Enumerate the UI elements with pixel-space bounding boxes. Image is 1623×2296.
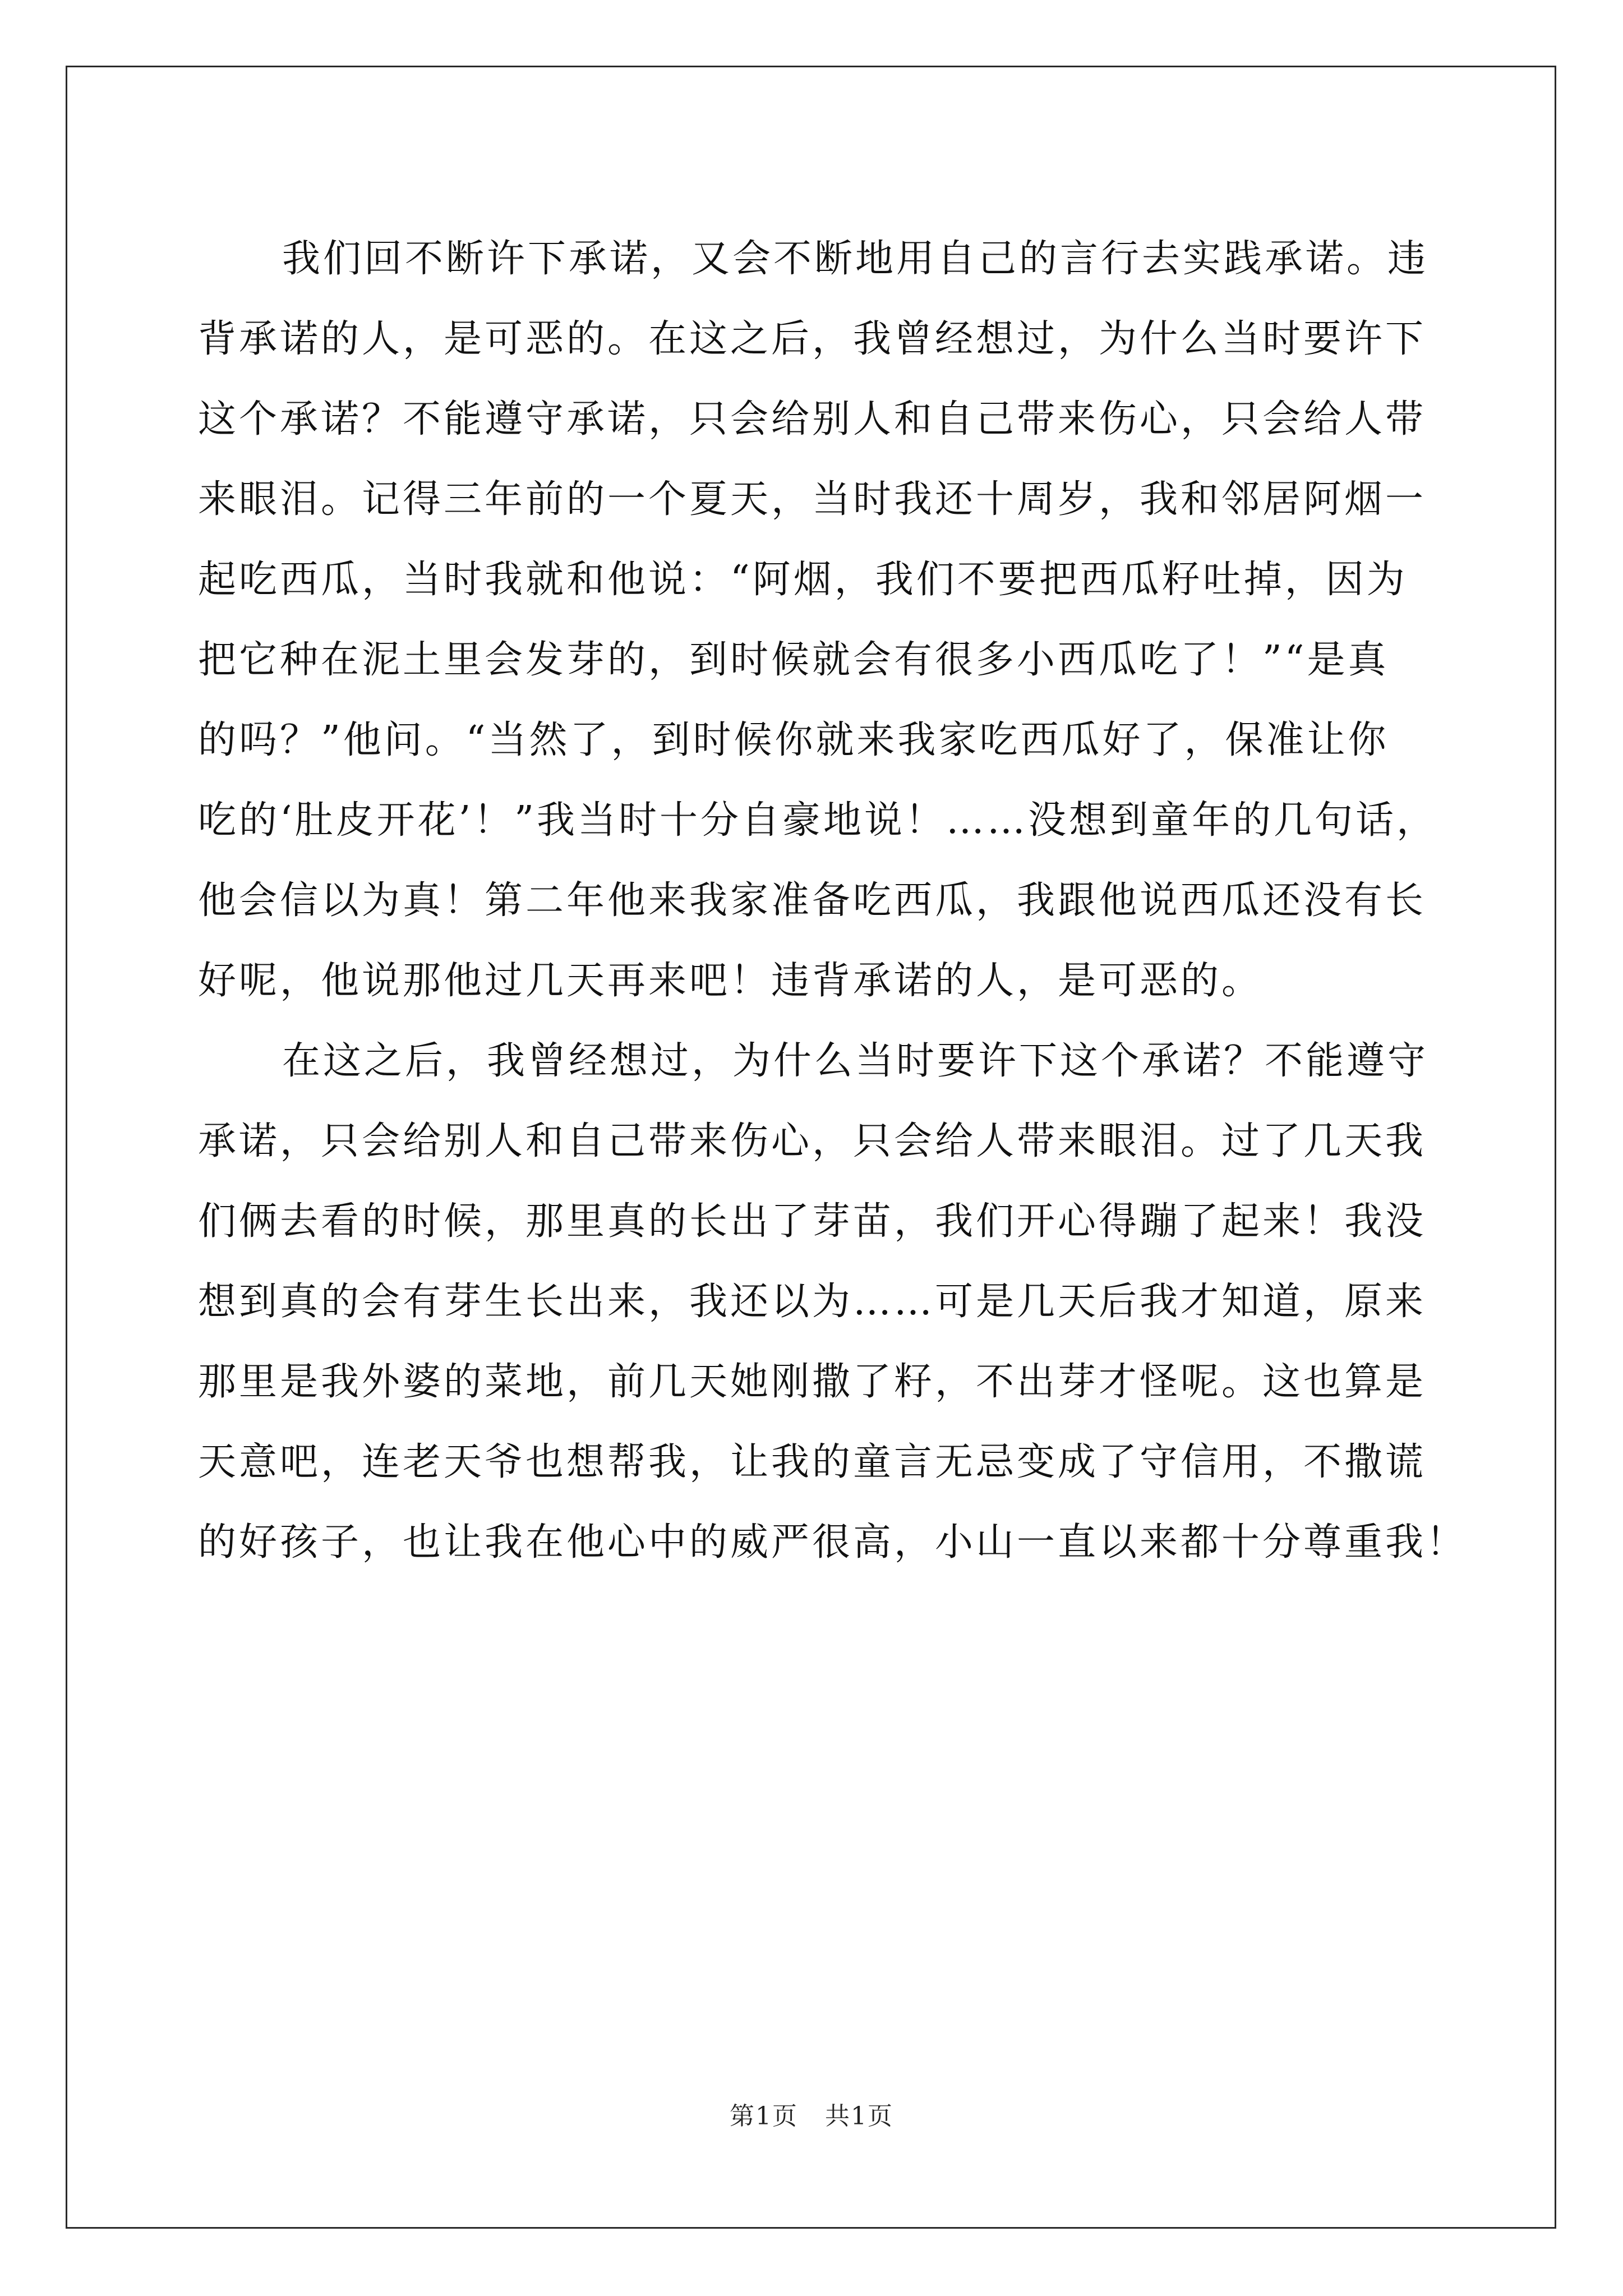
text-line: 的好孩子，也让我在他心中的威严很高，小山一直以来都十分尊重我！: [198, 1520, 1468, 1565]
text-line: 在这之后，我曾经想过，为什么当时要许下这个承诺？不能遵守: [282, 1039, 1429, 1083]
page-total: 共1页: [825, 2102, 893, 2131]
text-line: 们俩去看的时候，那里真的长出了芽苗，我们开心得蹦了起来！我没: [198, 1199, 1427, 1244]
text-line: 好呢，他说那他过几天再来吧！违背承诺的人，是可恶的。: [198, 959, 1263, 1003]
paragraph-1: [198, 219, 1437, 1021]
text-line: 背承诺的人，是可恶的。在这之后，我曾经想过，为什么当时要许下: [198, 317, 1427, 361]
text-line: 承诺，只会给别人和自己带来伤心，只会给人带来眼泪。过了几天我: [198, 1119, 1427, 1163]
text-line: 我们回不断许下承诺，又会不断地用自己的言行去实践承诺。违: [282, 237, 1429, 281]
text-line: 把它种在泥土里会发芽的，到时候就会有很多小西瓜吃了！”“是真: [198, 638, 1389, 682]
text-line: 起吃西瓜，当时我就和他说：“阿烟，我们不要把西瓜籽吐掉，因为: [198, 558, 1408, 602]
text-line: 那里是我外婆的菜地，前几天她刚撒了籽，不出芽才怪呢。这也算是: [198, 1360, 1427, 1404]
document-body: [198, 219, 1468, 1582]
text-line: 他会信以为真！第二年他来我家准备吃西瓜，我跟他说西瓜还没有长: [198, 878, 1427, 923]
page-number: 第1页: [730, 2102, 798, 2131]
text-line: 的吗？”他问。“当然了，到时候你就来我家吃西瓜好了，保准让你: [198, 718, 1389, 762]
text-line: 来眼泪。记得三年前的一个夏天，当时我还十周岁，我和邻居阿烟一: [198, 477, 1427, 522]
text-line: 天意吧，连老天爷也想帮我，让我的童言无忌变成了守信用，不撒谎: [198, 1440, 1427, 1484]
page-footer: [0, 2096, 1623, 2132]
text-line: 吃的‘肚皮开花’！”我当时十分自豪地说！……没想到童年的几句话，: [198, 798, 1437, 843]
text-line: 想到真的会有芽生长出来，我还以为……可是几天后我才知道，原来: [198, 1280, 1427, 1324]
paragraph-2: [198, 1021, 1468, 1582]
text-line: 这个承诺？不能遵守承诺，只会给别人和自己带来伤心，只会给人带: [198, 397, 1427, 441]
